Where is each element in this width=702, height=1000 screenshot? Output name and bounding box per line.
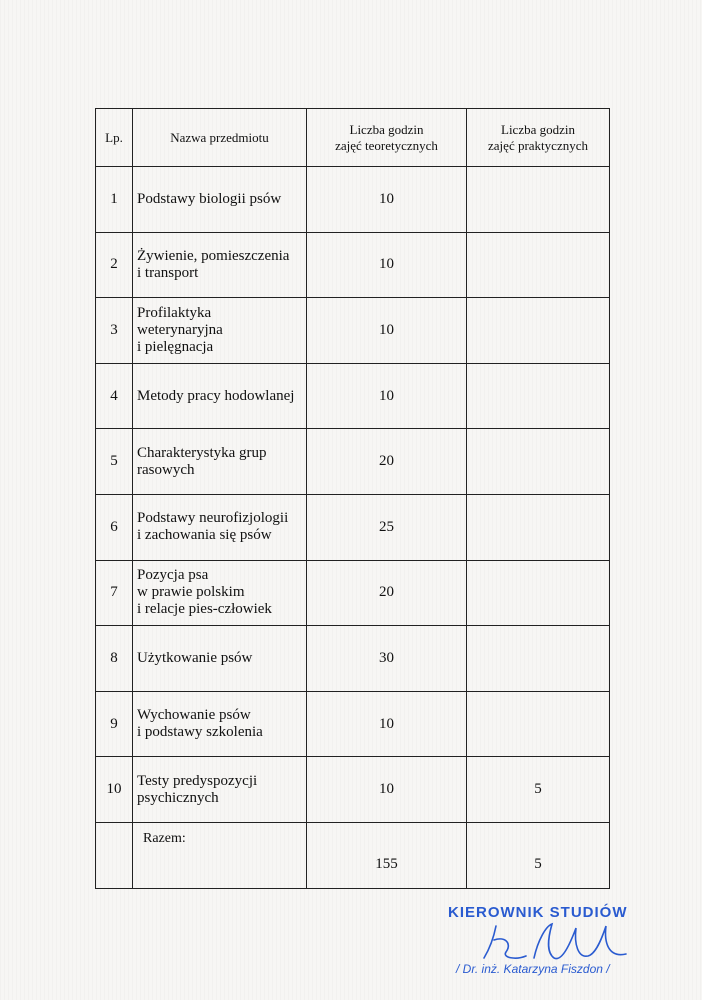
theory-hours: 10 <box>307 298 467 364</box>
theory-hours: 25 <box>307 494 467 560</box>
total-label: Razem: <box>133 822 307 888</box>
header-row <box>96 109 610 167</box>
practice-hours <box>467 494 610 560</box>
row-number: 7 <box>96 560 133 626</box>
subject-name: Wychowanie psów i podstawy szkolenia <box>133 691 307 757</box>
table-row <box>96 560 610 626</box>
practice-hours <box>467 167 610 233</box>
subject-name: Użytkowanie psów <box>133 626 307 692</box>
theory-hours: 10 <box>307 757 467 823</box>
row-number: 10 <box>96 757 133 823</box>
stamp-person-name: / Dr. inż. Katarzyna Fiszdon / <box>456 962 610 976</box>
head-of-studies-stamp <box>448 900 648 990</box>
table-row <box>96 429 610 495</box>
table-row <box>96 691 610 757</box>
subject-name: Profilaktyka weterynaryjna i pielęgnacja <box>133 298 307 364</box>
theory-hours: 10 <box>307 232 467 298</box>
subject-name: Pozycja psa w prawie polskim i relacje pies-człowiek <box>133 560 307 626</box>
subject-name: Metody pracy hodowlanej <box>133 363 307 429</box>
subject-name: Charakterystyka grup rasowych <box>133 429 307 495</box>
stamp-title: KIEROWNIK STUDIÓW <box>448 904 628 921</box>
table-row <box>96 232 610 298</box>
practice-hours <box>467 429 610 495</box>
row-number: 6 <box>96 494 133 560</box>
practice-hours <box>467 298 610 364</box>
table-row <box>96 167 610 233</box>
theory-hours: 20 <box>307 429 467 495</box>
row-number: 5 <box>96 429 133 495</box>
subject-name: Podstawy biologii psów <box>133 167 307 233</box>
header-lp: Lp. <box>96 109 133 167</box>
theory-hours: 10 <box>307 363 467 429</box>
handwritten-signature <box>476 918 646 968</box>
table-row <box>96 757 610 823</box>
practice-hours: 5 <box>467 757 610 823</box>
table-row <box>96 494 610 560</box>
row-number: 3 <box>96 298 133 364</box>
header-theory-hours: Liczba godzin zajęć teoretycznych <box>307 109 467 167</box>
total-theory-hours: 155 <box>307 822 467 888</box>
practice-hours <box>467 560 610 626</box>
table-row <box>96 363 610 429</box>
practice-hours <box>467 232 610 298</box>
row-number: 1 <box>96 167 133 233</box>
total-practice-hours: 5 <box>467 822 610 888</box>
total-lp-empty <box>96 822 133 888</box>
row-number: 2 <box>96 232 133 298</box>
header-practice-hours: Liczba godzin zajęć praktycznych <box>467 109 610 167</box>
theory-hours: 10 <box>307 691 467 757</box>
subject-name: Podstawy neurofizjologii i zachowania się psów <box>133 494 307 560</box>
row-number: 9 <box>96 691 133 757</box>
table-row <box>96 626 610 692</box>
practice-hours <box>467 363 610 429</box>
theory-hours: 10 <box>307 167 467 233</box>
row-number: 4 <box>96 363 133 429</box>
row-number: 8 <box>96 626 133 692</box>
practice-hours <box>467 691 610 757</box>
subject-name: Testy predyspozycji psychicznych <box>133 757 307 823</box>
theory-hours: 30 <box>307 626 467 692</box>
table-row <box>96 298 610 364</box>
header-subject-name: Nazwa przedmiotu <box>133 109 307 167</box>
hours-table <box>95 108 610 889</box>
theory-hours: 20 <box>307 560 467 626</box>
total-row <box>96 822 610 888</box>
subject-name: Żywienie, pomieszczenia i transport <box>133 232 307 298</box>
practice-hours <box>467 626 610 692</box>
